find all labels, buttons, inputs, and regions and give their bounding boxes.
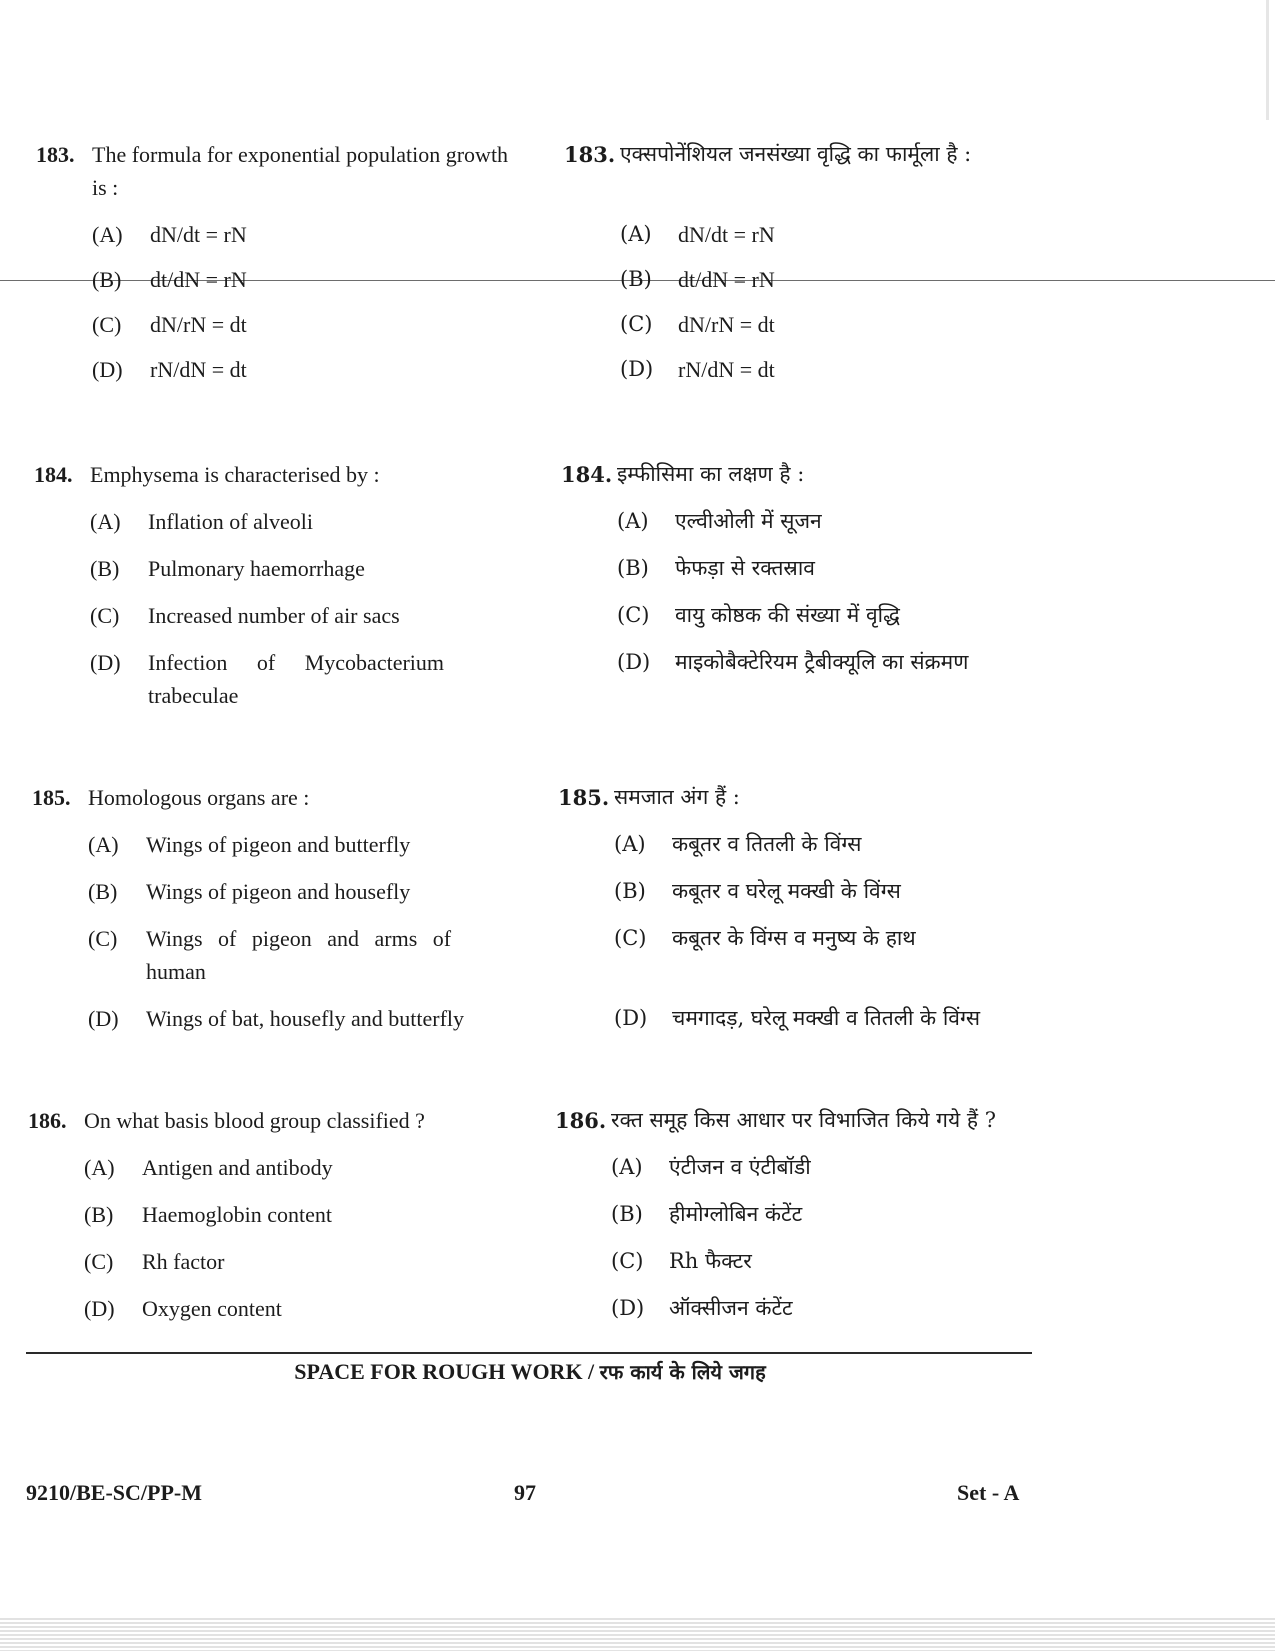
rough-work-heading bbox=[0, 1358, 1060, 1385]
question-stem: एक्सपोनेंशियल जनसंख्या वृद्धि का फार्मूला है : bbox=[620, 142, 972, 166]
question-number: 186. bbox=[555, 1108, 607, 1133]
question-183-hindi bbox=[564, 138, 1024, 386]
option-a: (A) Inflation of alveoli bbox=[90, 509, 313, 534]
option-d: (D) rN/dN = dt bbox=[620, 357, 775, 382]
scan-bottom-bars bbox=[0, 1618, 1275, 1651]
rough-work-english: SPACE FOR ROUGH WORK / bbox=[294, 1359, 595, 1384]
option-d: (D) rN/dN = dt bbox=[92, 357, 247, 382]
option-d: (D) Oxygen content bbox=[84, 1296, 282, 1321]
option-b: (B) dt/dN = rN bbox=[92, 267, 247, 292]
option-b: (B) हीमोग्लोबिन कंटेंट bbox=[611, 1202, 803, 1226]
question-184-hindi bbox=[561, 458, 1021, 679]
question-number: 183. bbox=[564, 142, 616, 167]
option-d: (D) चमगादड़, घरेलू मक्खी व तितली के विंग्स bbox=[614, 1006, 981, 1030]
option-c: (C) Rh फैक्टर bbox=[611, 1249, 752, 1273]
question-stem: रक्त समूह किस आधार पर विभाजित किये गये हैं ? bbox=[611, 1108, 996, 1132]
set-label: Set - A bbox=[957, 1480, 1020, 1505]
option-d: (D) ऑक्सीजन कंटेंट bbox=[611, 1296, 793, 1320]
page-number: 97 bbox=[514, 1480, 536, 1505]
question-stem: इम्फीसिमा का लक्षण है : bbox=[617, 462, 805, 486]
option-d: (D) माइकोबैक्टेरियम ट्रैबीक्यूलि का संक्रमण bbox=[617, 650, 969, 674]
option-d: (D) Wings of bat, housefly and butterfly bbox=[88, 1006, 465, 1031]
option-a: (A) एंटीजन व एंटीबॉडी bbox=[611, 1155, 811, 1179]
option-a: (A) एल्वीओली में सूजन bbox=[617, 509, 822, 533]
question-stem: The formula for exponential population growth is : bbox=[92, 142, 509, 200]
question-number: 183. bbox=[36, 142, 75, 167]
question-stem: On what basis blood group classified ? bbox=[84, 1108, 425, 1133]
option-a: (A) dN/dt = rN bbox=[620, 222, 775, 247]
question-183-english bbox=[36, 138, 526, 386]
option-a: (A) Antigen and antibody bbox=[84, 1155, 333, 1180]
option-c: (C) dN/rN = dt bbox=[92, 312, 247, 337]
scan-edge-shadow bbox=[1266, 0, 1269, 120]
option-c: (C) dN/rN = dt bbox=[620, 312, 775, 337]
option-b: (B) Wings of pigeon and housefly bbox=[88, 879, 411, 904]
question-number: 185. bbox=[32, 785, 71, 810]
question-number: 184. bbox=[34, 462, 73, 487]
question-185-hindi bbox=[558, 781, 1018, 1035]
option-a: (A) कबूतर व तितली के विंग्स bbox=[614, 832, 862, 856]
option-c: (C) Wings of pigeon and arms of human bbox=[88, 926, 452, 984]
option-c: (C) वायु कोष्ठक की संख्या में वृद्धि bbox=[617, 603, 900, 627]
option-c: (C) Rh factor bbox=[84, 1249, 225, 1274]
option-c: (C) Increased number of air sacs bbox=[90, 603, 400, 628]
rough-work-hindi: रफ कार्य के लिये जगह bbox=[599, 1360, 766, 1384]
option-b: (B) dt/dN = rN bbox=[620, 267, 775, 292]
question-186-hindi bbox=[555, 1104, 1035, 1325]
option-b: (B) कबूतर व घरेलू मक्खी के विंग्स bbox=[614, 879, 901, 903]
question-number: 186. bbox=[28, 1108, 67, 1133]
question-stem: Homologous organs are : bbox=[88, 785, 310, 810]
option-b: (B) Haemoglobin content bbox=[84, 1202, 333, 1227]
rough-work-divider bbox=[26, 1352, 1032, 1354]
option-b: (B) Pulmonary haemorrhage bbox=[90, 556, 365, 581]
question-stem: Emphysema is characterised by : bbox=[90, 462, 380, 487]
question-number: 184. bbox=[561, 462, 613, 487]
option-d: (D) Infection of Mycobacterium trabeculae bbox=[90, 650, 445, 708]
option-a: (A) dN/dt = rN bbox=[92, 222, 247, 247]
option-c: (C) कबूतर के विंग्स व मनुष्य के हाथ bbox=[614, 926, 916, 950]
question-number: 185. bbox=[558, 785, 610, 810]
option-b: (B) फेफड़ा से रक्तस्राव bbox=[617, 556, 815, 580]
question-184-english bbox=[34, 458, 524, 712]
question-186-english bbox=[28, 1104, 518, 1325]
option-a: (A) Wings of pigeon and butterfly bbox=[88, 832, 411, 857]
question-stem: समजात अंग हैं : bbox=[614, 785, 740, 809]
paper-code: 9210/BE-SC/PP-M bbox=[26, 1480, 202, 1505]
question-185-english bbox=[32, 781, 522, 1035]
